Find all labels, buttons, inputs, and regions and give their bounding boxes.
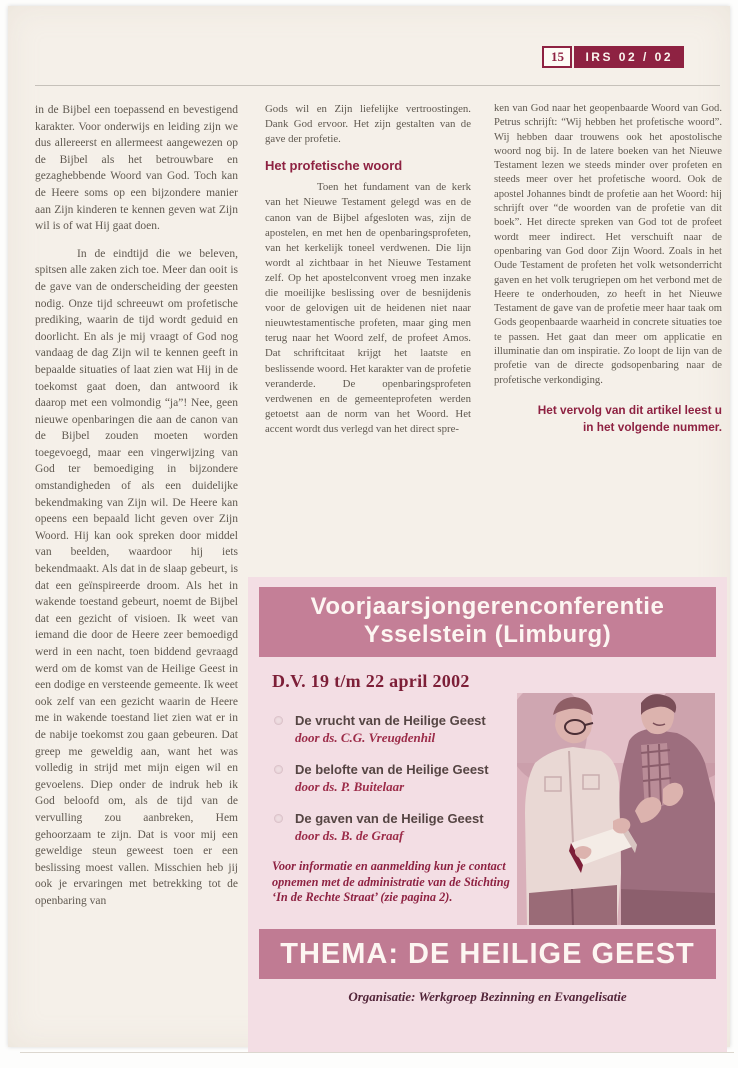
conference-title-line: Voorjaarsjongerenconferentie [310,593,665,620]
conference-advertisement [248,577,727,1053]
header-badge [542,46,684,68]
list-item [272,761,522,796]
top-rule [35,85,720,86]
continuation-note-line: in het volgende nummer. [583,419,722,434]
conference-title-line: Ysselstein (Limburg) [363,621,612,648]
magazine-page [8,6,730,1047]
lecture-speaker: door ds. C.G. Vreugdenhil [295,730,436,745]
bullet-icon [274,765,283,774]
article-column-2 [265,102,471,576]
paragraph: Toen het fundament van de kerk van het Nieuwe Testament gelegd was en de canon van de Bijbel afgesloten was, zijn de apostelen, en met hen de openbaringsprofeten, van het kerkelijk toneel verdwenen. Die lijn wordt al zichtbaar in het Nieuwe Testament zelf. Op het apostelconvent vroeg men inzake die moeilijke beslissing over de besnijdenis voor de gelovigen uit de heidenen niet naar nieuwtestamentische profeten, maar ging men terug naar het Woord zelf, de profeet Amos. Dat schriftcitaat krijgt het laatste en beslissende woord. Het karakter van de profetie veranderde. De openbaringsprofeten verdwenen en de gemeenteprofeten werden getoetst aan de norm van het Woord. Het accent wordt dus verlegd van het direct spre- [265,181,471,435]
conference-photo [517,693,715,925]
issue-label: IRS 02 / 02 [574,46,684,68]
article-column-3 [494,102,722,564]
lecture-title: De gaven van de Heilige Geest [295,811,484,826]
lecture-title: De belofte van de Heilige Geest [295,762,489,777]
lecture-speaker: door ds. P. Buitelaar [295,779,405,794]
organiser-line: Organisatie: Werkgroep Bezinning en Evangelisatie [348,989,627,1004]
lecture-speaker: door ds. B. de Graaf [295,828,404,843]
continuation-note-line: Het vervolg van dit artikel leest u [537,402,722,417]
page-number: 15 [542,46,572,68]
list-item [272,810,522,845]
bullet-icon [274,716,283,725]
article-column-1 [35,102,238,1032]
conference-title-banner [259,587,716,657]
paragraph: ken van God naar het geopenbaarde Woord van God. Petrus schrijft: “Wij hebben het profetische woord”. Wij hebben daar trouwens ook het apostolische woord nog bij. In de latere boeken van het Nieuwe Testament lezen we steeds minder over profeten en steeds meer over het profetische woord. Ook de apostel Johannes bindt de profetie aan het Woord: hij schrijft over “de woorden van de profetie van dit boek”. Het directe spreken van God tot de profeet wordt meer indirect. Het verschuift naar de openbaring van God door Zijn Woord. Zoals in het Oude Testament de profeten het volk wetsonderricht gaven en het volk terugriepen om het verbond met de Heere te onderhouden, zo heeft in het Nieuwe Testament de gave van de profetie meer haar taak om Gods geopenbaarde waarheid in concrete situaties toe te passen. Het gaat dan meer om applicatie en illuminatie dan om inspiratie. Zo loopt de lijn van de profetie van de directe godsopenbaring naar de profetische verkondiging. [494,103,722,386]
paragraph: In de eindtijd die we beleven, spitsen alle zaken zich toe. Meer dan ooit is de gave van de onderscheiding der geesten nodig. Onze tijd schreeuwt om profetische prediking, waarin de tijd wordt geduid en doorlicht. En als je mij vraagt of God nog vandaag de dag Zijn wil te kennen geeft in bepaalde situaties of laat zien wat Hij in de toekomst gaat doen, dan antwoord ik daarop met een volmondig “ja”! Nee, geen nieuwe openbaringen die aan de canon van de Bijbel zouden moeten worden toegevoegd, maar een vingerwijzing van God ter bemoediging in bijzondere omstandigheden of als een duidelijke bekendmaking van Zijn wil. De Heere kan opeens een bepaald licht geven over Zijn Woord. Hij kan ook spreken door middel van beelden, waardoor hij iets bekendmaakt. Als dat in de slaap gebeurt, is dat een geïnspireerde droom. Als het in wakende toestand gebeurt, noemt de Bijbel dat een gezicht of visioen. Ik weet van iemand die door de Heere zeer bemoedigd werd in een nacht, toen biddend gevraagd werd om de komst van de Heilige Geest in een dodige en versteende gemeente. Ik weet ook zelf van een gezicht waarin de Heere me in wakende toestand liet zien wat er in de nabije toekomst zou gaan gebeuren. Dat greep me geweldig aan, want het was volledig in strijd met mijn eigen wil en gevoelens. Diep onder de indruk heb ik God beloofd om, als de tijd van de vervulling zou aanbreken, Hem gehoorzaam te zijn. Dat is voor mij een geweldige steun geweest toen er een beslissing moest vallen. Misschien heb jij ook je ervaringen met betrekking tot de openbaring van [35,247,238,907]
list-item [272,712,522,747]
theme-banner: THEMA: DE HEILIGE GEEST [259,929,716,979]
conference-details [272,671,522,906]
paragraph: in de Bijbel een toepassend en bevestigend karakter. Voor onderwijs en leiding zijn we dus allereerst en allermeest aangewezen op de Bijbel als het betrouwbare en gezaghebbende Woord van God. Toch kan de Heere soms op een bijzondere manier aan Zijn kinderen te kennen geven wat Zijn wil is of wat Hij gaat doen. [35,104,238,233]
bullet-icon [274,814,283,823]
two-men-reading-book-photo [517,693,715,925]
continuation-note [494,402,722,436]
paragraph: Gods wil en Zijn liefelijke vertroostingen. Dank God ervoor. Het zijn gestalten van de gave der profetie. [265,103,471,146]
section-heading: Het profetische woord [265,158,403,174]
conference-date: D.V. 19 t/m 22 april 2002 [272,671,470,691]
registration-info: Voor informatie en aanmelding kun je contact opnemen met de administratie van de Stichting ‘In de Rechte Straat’ (zie pagina 2). [272,859,510,904]
lecture-title: De vrucht van de Heilige Geest [295,713,486,728]
bottom-rule [20,1052,734,1053]
